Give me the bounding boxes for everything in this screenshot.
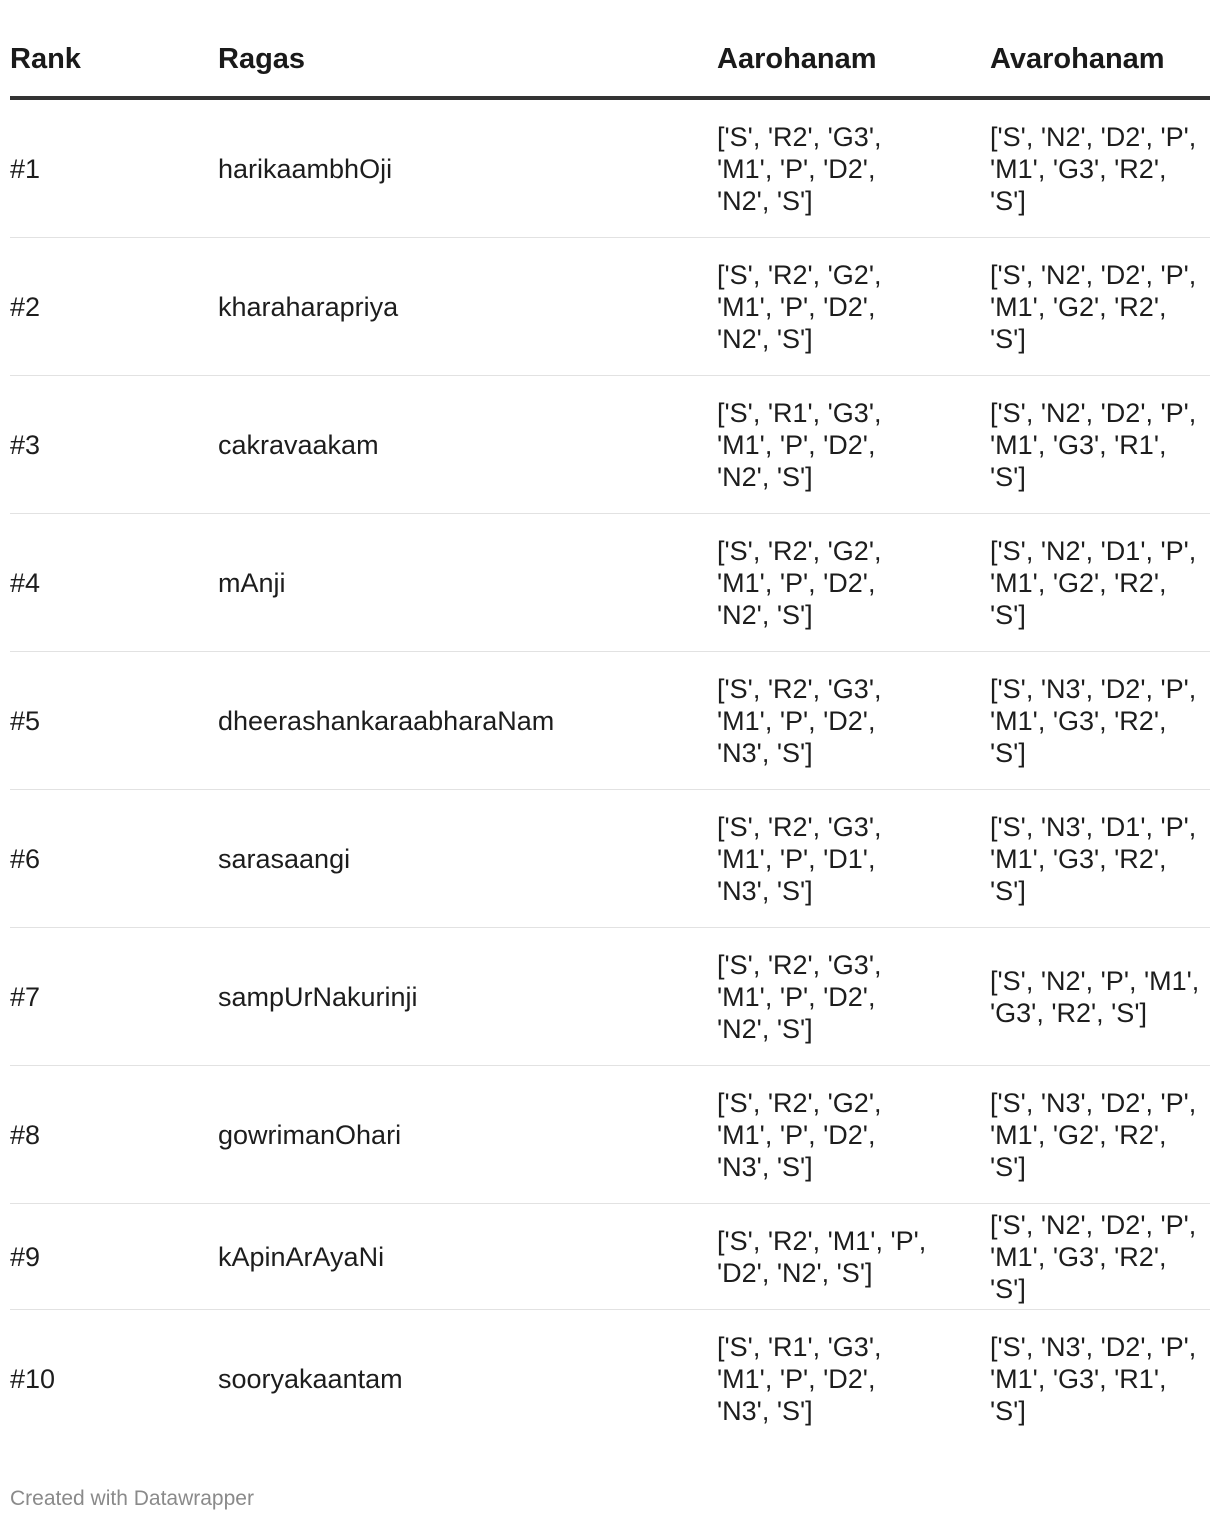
avarohanam-value: ['S', 'N2', 'D2', 'P', 'M1', 'G3', 'R2', 'S']	[990, 121, 1197, 216]
table-header	[10, 0, 1210, 98]
table-row	[10, 1066, 1210, 1204]
rank-cell: #3	[10, 376, 218, 514]
header-ragas-label: Ragas	[218, 43, 306, 75]
aarohanam-value: ['S', 'R2', 'M1', 'P', 'D2', 'N2', 'S']	[717, 1225, 927, 1288]
aarohanam-value: ['S', 'R2', 'G2', 'M1', 'P', 'D2', 'N2', 'S']	[717, 535, 882, 630]
header-avarohanam[interactable]	[990, 0, 1210, 98]
rank-cell: #8	[10, 1066, 218, 1204]
aarohanam-cell	[717, 238, 990, 376]
datawrapper-credit[interactable]: Created with Datawrapper	[10, 1487, 254, 1510]
table-row	[10, 238, 1210, 376]
table-row	[10, 514, 1210, 652]
aarohanam-cell	[717, 790, 990, 928]
ragas-table-container	[10, 0, 1210, 1447]
raga-cell: sarasaangi	[218, 790, 717, 928]
aarohanam-cell	[717, 514, 990, 652]
avarohanam-cell	[990, 238, 1210, 376]
avarohanam-value: ['S', 'N3', 'D1', 'P', 'M1', 'G3', 'R2', 'S']	[990, 811, 1197, 906]
avarohanam-cell	[990, 1066, 1210, 1204]
avarohanam-value: ['S', 'N2', 'D1', 'P', 'M1', 'G2', 'R2', 'S']	[990, 535, 1197, 630]
rank-cell: #10	[10, 1363, 56, 1394]
raga-cell: harikaambhOji	[218, 98, 717, 238]
table-row	[10, 652, 1210, 790]
aarohanam-value: ['S', 'R1', 'G3', 'M1', 'P', 'D2', 'N3', 'S']	[717, 1331, 882, 1426]
aarohanam-value: ['S', 'R2', 'G2', 'M1', 'P', 'D2', 'N2', 'S']	[717, 259, 882, 354]
avarohanam-value: ['S', 'N2', 'D2', 'P', 'M1', 'G3', 'R1', 'S']	[990, 397, 1197, 492]
rank-cell: #2	[10, 238, 218, 376]
aarohanam-cell	[717, 376, 990, 514]
avarohanam-cell	[990, 1310, 1210, 1448]
raga-cell: cakravaakam	[218, 376, 717, 514]
avarohanam-value: ['S', 'N2', 'D2', 'P', 'M1', 'G2', 'R2', 'S']	[990, 259, 1197, 354]
aarohanam-cell	[717, 98, 990, 238]
aarohanam-cell	[717, 1204, 990, 1310]
ragas-table	[10, 0, 1210, 1447]
header-ragas[interactable]	[218, 0, 717, 98]
header-row	[10, 0, 1210, 98]
rank-cell: #1	[10, 98, 218, 238]
raga-cell: mAnji	[218, 514, 717, 652]
header-aarohanam-label: Aarohanam	[717, 43, 877, 75]
aarohanam-value: ['S', 'R2', 'G3', 'M1', 'P', 'D2', 'N2', 'S']	[717, 949, 882, 1044]
table-row	[10, 98, 1210, 238]
rank-cell: #5	[10, 652, 218, 790]
aarohanam-cell	[717, 652, 990, 790]
aarohanam-cell	[717, 928, 990, 1066]
avarohanam-value: ['S', 'N3', 'D2', 'P', 'M1', 'G3', 'R2', 'S']	[990, 673, 1197, 768]
avarohanam-cell	[990, 376, 1210, 514]
table-row	[10, 928, 1210, 1066]
avarohanam-value: ['S', 'N3', 'D2', 'P', 'M1', 'G3', 'R1', 'S']	[990, 1331, 1197, 1426]
aarohanam-cell	[717, 1310, 990, 1448]
avarohanam-value: ['S', 'N2', 'D2', 'P', 'M1', 'G3', 'R2', 'S']	[990, 1209, 1197, 1304]
avarohanam-cell	[990, 1204, 1210, 1310]
raga-cell: kApinArAyaNi	[218, 1204, 717, 1310]
rank-cell: #7	[10, 928, 218, 1066]
raga-cell: dheerashankaraabharaNam	[218, 652, 717, 790]
avarohanam-cell	[990, 98, 1210, 238]
header-aarohanam[interactable]	[717, 0, 990, 98]
header-rank-label: Rank	[10, 43, 81, 75]
header-rank[interactable]	[10, 0, 218, 98]
rank-cell: #4	[10, 514, 218, 652]
aarohanam-value: ['S', 'R2', 'G3', 'M1', 'P', 'D1', 'N3', 'S']	[717, 811, 882, 906]
avarohanam-value: ['S', 'N2', 'P', 'M1', 'G3', 'R2', 'S']	[990, 965, 1200, 1028]
avarohanam-value: ['S', 'N3', 'D2', 'P', 'M1', 'G2', 'R2', 'S']	[990, 1087, 1197, 1182]
raga-cell: sooryakaantam	[218, 1363, 403, 1394]
avarohanam-cell	[990, 790, 1210, 928]
table-row	[10, 1310, 1210, 1448]
header-avarohanam-label: Avarohanam	[990, 43, 1165, 75]
table-body	[10, 98, 1210, 1447]
table-row	[10, 1204, 1210, 1310]
aarohanam-cell	[717, 1066, 990, 1204]
raga-cell: kharaharapriya	[218, 238, 717, 376]
avarohanam-cell	[990, 514, 1210, 652]
table-row	[10, 790, 1210, 928]
aarohanam-value: ['S', 'R2', 'G2', 'M1', 'P', 'D2', 'N3', 'S']	[717, 1087, 882, 1182]
rank-cell: #6	[10, 790, 218, 928]
table-row	[10, 376, 1210, 514]
aarohanam-value: ['S', 'R1', 'G3', 'M1', 'P', 'D2', 'N2', 'S']	[717, 397, 882, 492]
raga-cell: sampUrNakurinji	[218, 928, 717, 1066]
avarohanam-cell	[990, 928, 1210, 1066]
raga-cell: gowrimanOhari	[218, 1066, 717, 1204]
aarohanam-value: ['S', 'R2', 'G3', 'M1', 'P', 'D2', 'N2', 'S']	[717, 121, 882, 216]
aarohanam-value: ['S', 'R2', 'G3', 'M1', 'P', 'D2', 'N3', 'S']	[717, 673, 882, 768]
rank-cell: #9	[10, 1204, 218, 1310]
avarohanam-cell	[990, 652, 1210, 790]
